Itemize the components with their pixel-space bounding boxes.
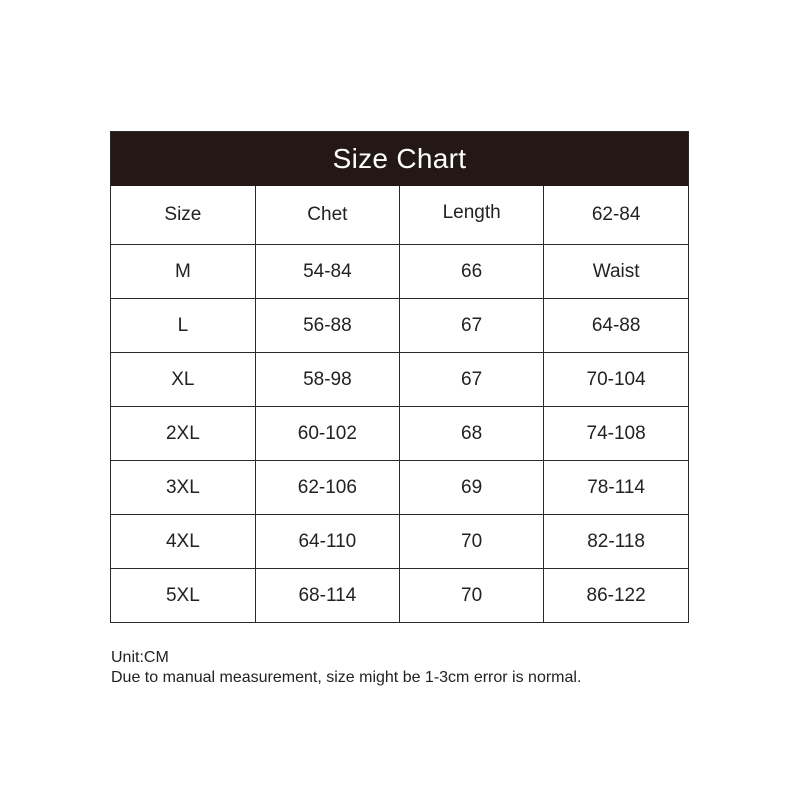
table-cell-chest: 58-98 [255, 353, 399, 407]
measurement-notes [111, 648, 581, 688]
table-cell-waist: 86-122 [544, 569, 688, 623]
table-row [111, 353, 688, 407]
header-cell-length: Length [400, 186, 544, 245]
table-row [111, 407, 688, 461]
table-row [111, 299, 688, 353]
table-cell-waist: 70-104 [544, 353, 688, 407]
header-cell-size: Size [111, 186, 255, 245]
table-cell-length: 69 [400, 461, 544, 515]
table-cell-chest: 60-102 [255, 407, 399, 461]
table-cell-chest: 68-114 [255, 569, 399, 623]
table-cell-chest: 54-84 [255, 245, 399, 299]
table-cell-length: 66 [400, 245, 544, 299]
header-cell-chest: Chet [255, 186, 399, 245]
table-row [111, 569, 688, 623]
table-cell-waist: 78-114 [544, 461, 688, 515]
header-cell-waist-range: 62-84 [544, 186, 688, 245]
disclaimer-note: Due to manual measurement, size might be 1-3cm error is normal. [111, 669, 582, 686]
table-cell-size: 2XL [111, 407, 255, 461]
table-header-row [111, 186, 688, 245]
table-cell-size: 3XL [111, 461, 255, 515]
size-table [111, 186, 688, 622]
table-cell-length: 67 [400, 353, 544, 407]
table-row [111, 245, 688, 299]
table-cell-size: 5XL [111, 569, 255, 623]
table-row [111, 515, 688, 569]
table-cell-size: XL [111, 353, 255, 407]
table-cell-length: 67 [400, 299, 544, 353]
table-cell-length: 68 [400, 407, 544, 461]
table-row [111, 461, 688, 515]
size-chart [110, 131, 689, 623]
table-cell-length: 70 [400, 569, 544, 623]
table-cell-waist: 82-118 [544, 515, 688, 569]
chart-title: Size Chart [111, 132, 688, 186]
table-cell-waist: Waist [544, 245, 688, 299]
table-cell-size: L [111, 299, 255, 353]
unit-note: Unit:CM [111, 649, 169, 666]
table-cell-length: 70 [400, 515, 544, 569]
table-cell-chest: 64-110 [255, 515, 399, 569]
table-cell-waist: 74-108 [544, 407, 688, 461]
table-cell-chest: 62-106 [255, 461, 399, 515]
table-cell-size: 4XL [111, 515, 255, 569]
table-cell-size: M [111, 245, 255, 299]
table-cell-waist: 64-88 [544, 299, 688, 353]
table-cell-chest: 56-88 [255, 299, 399, 353]
